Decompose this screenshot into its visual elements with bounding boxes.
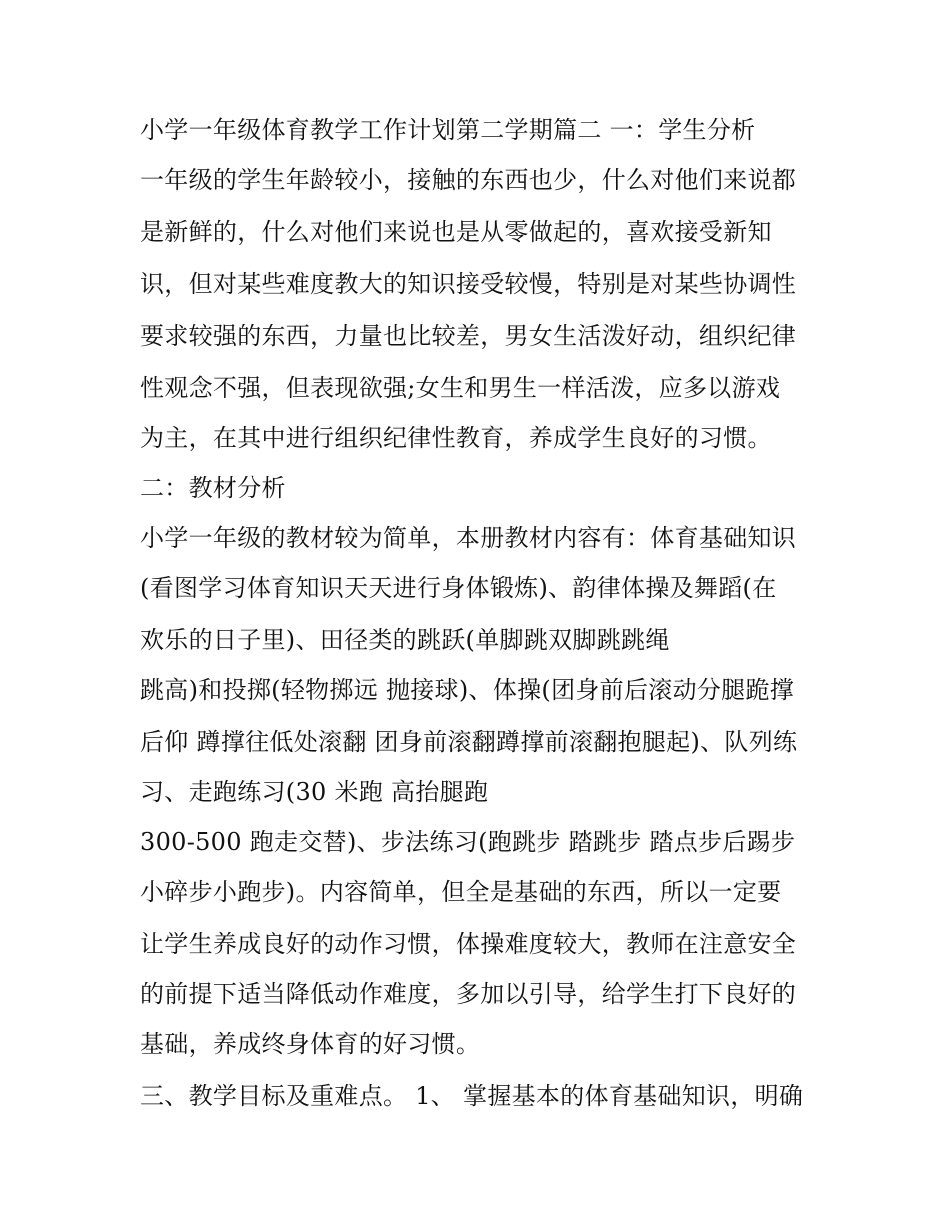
paragraph-line: 欢乐的日子里)、田径类的跳跃(单脚跳双脚跳跳绳 [140, 626, 670, 654]
paragraph-line: (看图学习体育知识天天进行身体锻炼)、韵律体操及舞蹈(在 [140, 574, 777, 602]
section-heading: 三、教学目标及重难点。 1、 掌握基本的体育基础知识，明确 [140, 1082, 804, 1110]
document-title-line: 小学一年级体育教学工作计划第二学期篇二 一：学生分析 [140, 116, 756, 144]
paragraph-line: 性观念不强，但表现欲强;女生和男生一样活泼，应多以游戏 [140, 374, 781, 402]
paragraph-line: 后仰 蹲撑往低处滚翻 团身前滚翻蹲撑前滚翻抱腿起)、队列练 [140, 728, 798, 756]
paragraph-line: 跳高)和投掷(轻物掷远 抛接球)、体操(团身前后滚动分腿跪撑 [140, 676, 795, 704]
paragraph-line: 识，但对某些难度教大的知识接受较慢，特别是对某些协调性 [140, 270, 797, 298]
paragraph-line: 习、走跑练习(30 米跑 高抬腿跑 [140, 778, 489, 806]
paragraph-line: 让学生养成良好的动作习惯，体操难度较大，教师在注意安全 [140, 930, 797, 958]
paragraph-line: 为主，在其中进行组织纪律性教育，养成学生良好的习惯。 [140, 424, 772, 452]
paragraph-line: 小碎步小跑步)。内容简单，但全是基础的东西，所以一定要 [140, 878, 782, 906]
section-heading: 二：教材分析 [140, 474, 286, 502]
paragraph-line: 要求较强的东西，力量也比较差，男女生活泼好动，组织纪律 [140, 322, 797, 350]
paragraph-line: 的前提下适当降低动作难度，多加以引导，给学生打下良好的 [140, 980, 797, 1008]
paragraph-line: 一年级的学生年龄较小，接触的东西也少，什么对他们来说都 [140, 166, 797, 194]
paragraph-line: 是新鲜的，什么对他们来说也是从零做起的，喜欢接受新知 [140, 218, 772, 246]
paragraph-line: 300-500 跑走交替)、步法练习(跑跳步 踏跳步 踏点步后踢步 [140, 828, 796, 856]
paragraph-line: 基础，养成终身体育的好习惯。 [140, 1030, 481, 1058]
paragraph-line: 小学一年级的教材较为简单，本册教材内容有：体育基础知识 [140, 524, 797, 552]
